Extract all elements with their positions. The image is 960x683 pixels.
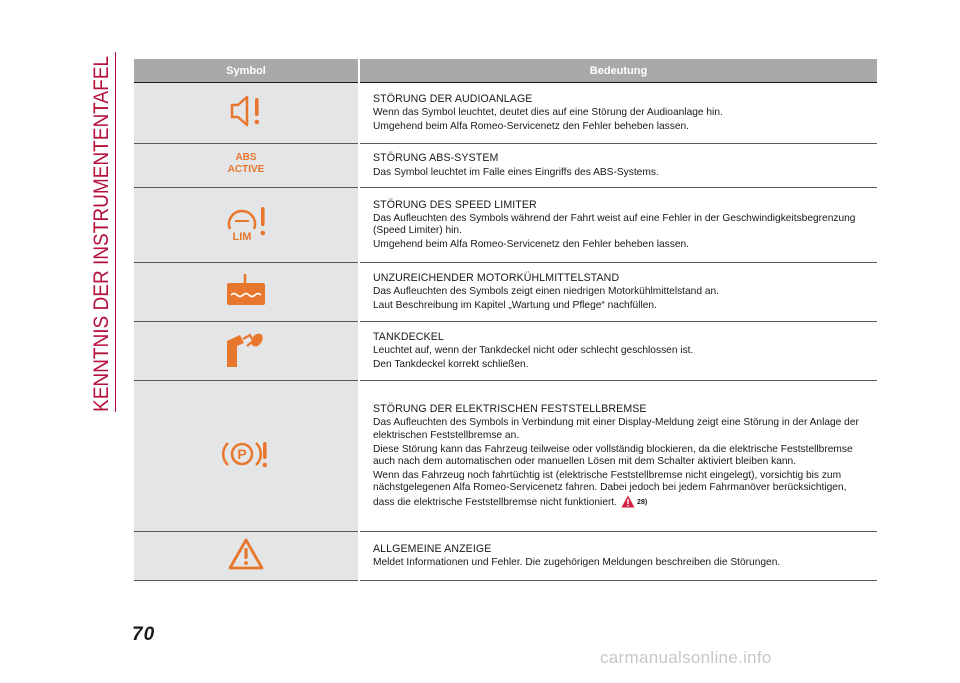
page-number: 70 — [132, 624, 156, 645]
description-cell — [359, 381, 877, 532]
row-text: Das Aufleuchten des Symbols zeigt einen niedrigen Motorkühlmittelstand an. — [373, 285, 720, 297]
description-cell — [359, 532, 877, 581]
row-text: Wenn das Symbol leuchtet, deutet dies auf eine Störung der Audioanlage hin. — [373, 106, 723, 118]
table-row — [134, 381, 877, 532]
description-cell — [359, 322, 877, 381]
svg-text:ABS: ABS — [235, 152, 257, 163]
description-cell — [359, 263, 877, 322]
row-text: Umgehend beim Alfa Romeo-Servicenetz den Fehler beheben lassen. — [373, 239, 689, 251]
row-text: Meldet Informationen und Fehler. Die zugehörigen Meldungen beschreiben die Störungen. — [373, 557, 781, 568]
chapter-title-text: KENNTNIS DER INSTRUMENTENTAFEL — [90, 52, 113, 412]
row-title: STÖRUNG DER AUDIOANLAGE — [373, 92, 533, 105]
speed-limiter-warning-icon — [223, 204, 269, 242]
symbol-cell — [134, 144, 359, 188]
table-row — [134, 263, 877, 322]
fuel-cap-icon — [224, 329, 268, 369]
table-row — [134, 144, 877, 188]
symbol-column-header: Symbol — [134, 59, 359, 83]
svg-text:LIM: LIM — [232, 230, 252, 242]
row-text: Das Symbol leuchtet im Falle eines Eingriffs des ABS-Systems. — [373, 166, 659, 178]
row-title: TANKDECKEL — [373, 330, 444, 343]
row-text: Das Aufleuchten des Symbols während der Fahrt weist auf eine Fehler in der Geschwindigkeitsbegrenzung (Speed Limiter) hin. — [373, 212, 856, 236]
row-title: UNZUREICHENDER MOTORKÜHLMITTELSTAND — [373, 271, 620, 284]
table-header-row — [134, 59, 877, 83]
general-warning-icon — [227, 537, 265, 571]
chapter-divider — [115, 52, 116, 412]
row-text: Umgehend beim Alfa Romeo-Servicenetz den Fehler beheben lassen. — [373, 121, 689, 133]
description-cell — [359, 144, 877, 188]
row-text: Laut Beschreibung im Kapitel „Wartung und Pflege“ nachfüllen. — [373, 300, 657, 312]
chapter-title-svg — [78, 52, 118, 412]
symbol-cell — [134, 381, 359, 532]
warning-lights-table — [134, 59, 877, 581]
symbol-cell — [134, 188, 359, 263]
reference-note: 28) — [637, 498, 648, 506]
warning-triangle-icon — [621, 495, 635, 508]
coolant-level-icon — [225, 273, 267, 307]
row-title: STÖRUNG DES SPEED LIMITER — [373, 198, 537, 211]
svg-text:P: P — [237, 445, 247, 462]
svg-text:ACTIVE: ACTIVE — [227, 164, 265, 175]
row-title: ALLGEMEINE ANZEIGE — [373, 542, 492, 555]
symbol-cell — [134, 322, 359, 381]
abs-active-icon — [221, 150, 271, 176]
description-cell — [359, 188, 877, 263]
row-text: Diese Störung kann das Fahrzeug teilweise oder vollständig blockieren, da die elektrische Feststellbremse auch nach dem automatischen oder manuellen Lösen mit dem Schalter aktiviert bleiben kann. — [373, 443, 853, 467]
table-row — [134, 532, 877, 581]
watermark: carmanualsonline.info — [600, 648, 772, 667]
table-row — [134, 188, 877, 263]
row-title: STÖRUNG ABS-SYSTEM — [373, 152, 499, 165]
description-cell — [359, 83, 877, 144]
symbol-cell — [134, 263, 359, 322]
parking-brake-warning-icon — [221, 437, 271, 471]
meaning-column-header: Bedeutung — [359, 59, 877, 83]
table-row — [134, 83, 877, 144]
symbol-cell — [134, 83, 359, 144]
table-row — [134, 322, 877, 381]
symbol-cell — [134, 532, 359, 581]
row-text: Leuchtet auf, wenn der Tankdeckel nicht oder schlecht geschlossen ist. — [373, 344, 694, 356]
row-text: Das Aufleuchten des Symbols in Verbindung mit einer Display-Meldung zeigt eine Störung in der Anlage der elektrischen Feststellbremse an. — [373, 417, 859, 441]
row-text: Wenn das Fahrzeug noch fahrtüchtig ist (elektrische Feststellbremse nicht eingelegt), vorsichtig bis zum nächstgelegenen Alfa Romeo-Servicenetz fahren. Dabei jedoch bei jedem Fahrmanöver berücksichtigen, dass die elektrische Feststellbremse nicht funktioniert. 28) — [373, 470, 847, 508]
row-text: Den Tankdeckel korrekt schließen. — [373, 359, 529, 371]
audio-speaker-warning-icon — [226, 91, 266, 131]
row-title: STÖRUNG DER ELEKTRISCHEN FESTSTELLBREMSE — [373, 403, 647, 416]
chapter-title — [78, 52, 118, 412]
